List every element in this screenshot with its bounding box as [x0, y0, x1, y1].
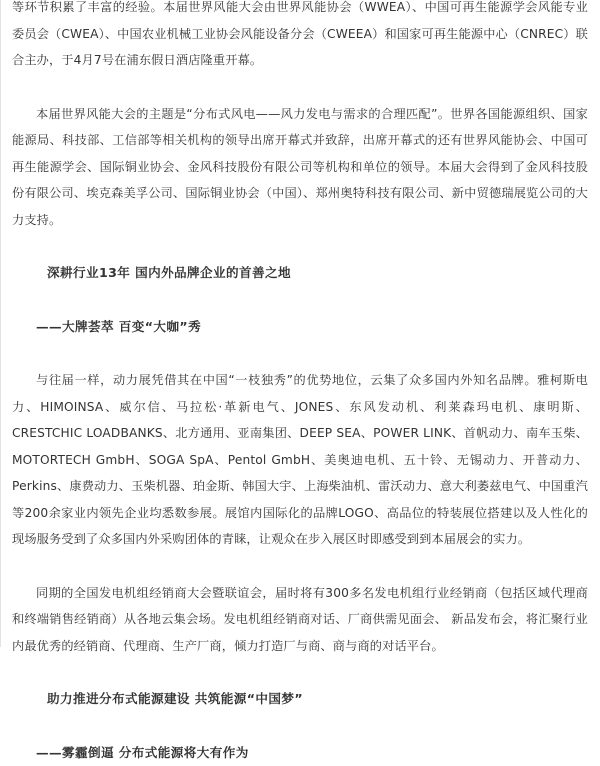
section-subheading: ——雾霾倒逼 分布式能源将大有作为 — [12, 740, 588, 766]
paragraph-intro-tail: 等环节积累了丰富的经验。本届世界风能大会由世界风能协会（WWEA）、中国可再生能源学会风能专业委员会（CWEA）、中国农业机械工业协会风能设备分会（CWEEA）和国家可再生能源中心（CNREC）联合主办，于4月7号在浦东假日酒店隆重开幕。 — [12, 0, 588, 74]
paragraph-exhibitor-brands: 与往届一样，动力展凭借其在中国“一枝独秀”的优势地位，云集了众多国内外知名品牌。雅柯斯电力、HIMOINSA、威尔信、马拉松·革新电气、JONES、东风发动机、利莱森玛电机、康明斯、CRESTCHIC LOADBANKS、北方通用、亚南集团、DEEP SEA、POWER LINK、首帆动力、南车玉柴、MOTORTECH GmbH、SOGA SpA、Pentol GmbH、美奥迪电机、五十铃、无锡动力、开普动力、Perkins、康费动力、玉柴机器、珀金斯、韩国大宇、上海柴油机、雷沃动力、意大利萎兹电气、中国重汽等200余家业内领先企业均悉数参展。展馆内国际化的品牌LOGO、高品位的特装展位搭建以及人性化的现场服务受到了众多国内外采购团体的青睐，让观众在步入展区时即感受到到本届展会的实力。 — [12, 367, 588, 553]
section-heading: 深耕行业13年 国内外品牌企业的首善之地 — [12, 260, 588, 287]
paragraph-conference-theme: 本届世界风能大会的主题是“分布式风电——风力发电与需求的合理匹配”。世界各国能源组织、国家能源局、科技部、工信部等相关机构的领导出席开幕式并致辞，出席开幕式的还有世界风能协会、中国可再生能源学会、国际铜业协会、金风科技股份有限公司等机构和单位的领导。本届大会得到了金风科技股份有限公司、埃克森美孚公司、国际铜业协会（中国）、郑州奥特科技有限公司、新中贸德瑞展览公司的大力支持。 — [12, 101, 588, 234]
article-body — [1, 0, 600, 766]
section-subheading: ——大牌荟萃 百变“大咖”秀 — [12, 314, 588, 341]
section-heading: 助力推进分布式能源建设 共筑能源“中国梦” — [12, 686, 588, 713]
paragraph-dealer-conference: 同期的全国发电机组经销商大会暨联谊会，届时将有300多名发电机组行业经销商（包括区域代理商和终端销售经销商）从各地云集会场。发电机组经销商对话、厂商供需见面会、 新品发布会，将汇聚行业内最优秀的经销商、代理商、生产厂商，倾力打造厂与商、商与商的对话平台。 — [12, 580, 588, 660]
